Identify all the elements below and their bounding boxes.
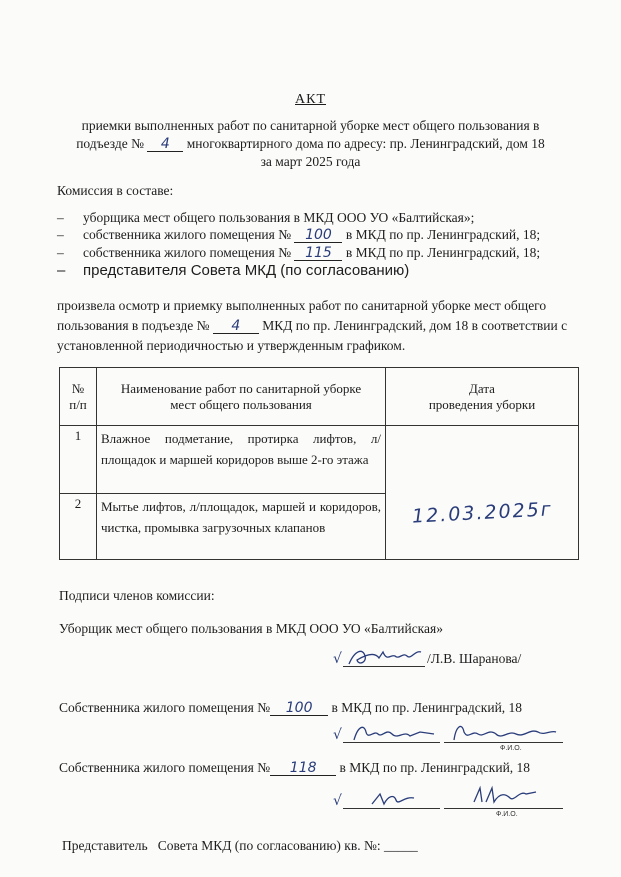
document-title: АКТ xyxy=(295,92,326,107)
body-line-1: произвела осмотр и приемку выполненных работ по санитарной уборке мест общего xyxy=(57,298,547,313)
body-entrance-field: 4 xyxy=(213,319,259,334)
signatures-heading: Подписи членов комиссии: xyxy=(59,588,215,603)
owner-1-apartment-field: 100 xyxy=(270,701,328,716)
owner-2-apartment-field: 118 xyxy=(270,761,336,776)
commission-heading: Комиссия в составе: xyxy=(57,183,174,198)
apartment-number-field-1: 100 xyxy=(294,228,342,243)
commission-member-1: – уборщика мест общего пользования в МКД ООО УО «Балтийская»; xyxy=(57,210,475,225)
owner-2-signature xyxy=(368,788,418,810)
cleaning-date: 12.03.2025г xyxy=(411,497,553,528)
commission-member-2: – собственника жилого помещения № 100 в МКД по пр. Ленинградский, 18; xyxy=(57,227,541,243)
date-cell xyxy=(386,426,579,560)
owner-2-line: Собственника жилого помещения № 118 в МКД по пр. Ленинградский, 18 xyxy=(59,760,531,776)
commission-member-3: – собственника жилого помещения № 115 в МКД по пр. Ленинградский, 18; xyxy=(57,245,541,261)
row-number: 1 xyxy=(60,426,97,494)
body-line-2: пользования в подъезде № 4 МКД по пр. Ленинградский, дом 18 в соответствии с xyxy=(57,318,568,334)
header-date: Дата проведения уборки xyxy=(386,368,579,426)
cleaner-name: /Л.В. Шаранова/ xyxy=(427,651,522,666)
row-number: 2 xyxy=(60,494,97,560)
apartment-number-field-2: 115 xyxy=(294,246,342,261)
row-work: Влажное подметание, протирка лифтов, л/площадок и маршей коридоров выше 2-го этажа xyxy=(97,426,386,494)
check-mark: √ xyxy=(333,727,342,743)
fio-caption: Ф.И.О. xyxy=(496,811,518,818)
table-row xyxy=(60,426,579,494)
owner-1-line: Собственника жилого помещения № 100 в МКД по пр. Ленинградский, 18 xyxy=(59,700,523,716)
header-number: № п/п xyxy=(60,368,97,426)
entrance-number-field: 4 xyxy=(147,137,183,152)
check-mark: √ xyxy=(333,793,342,809)
commission-member-4: – представителя Совета МКД (по согласованию) xyxy=(57,262,410,279)
owner-1-name-handwritten xyxy=(450,720,560,746)
title-period: за март 2025 года xyxy=(260,154,361,169)
title-line-1: приемки выполненных работ по санитарной уборке мест общего пользования в xyxy=(81,118,540,133)
works-table xyxy=(59,367,579,560)
row-work: Мытье лифтов, л/площадок, маршей и коридоров, чистка, промывка загрузочных клапанов xyxy=(97,494,386,560)
check-mark: √ xyxy=(333,651,342,667)
header-work: Наименование работ по санитарной уборке мест общего пользования xyxy=(97,368,386,426)
cleaner-label: Уборщик мест общего пользования в МКД ООО УО «Балтийская» xyxy=(59,621,443,636)
fio-caption: Ф.И.О. xyxy=(500,745,522,752)
owner-2-name-handwritten xyxy=(470,784,540,808)
council-representative-line: Представитель Совета МКД (по согласованию) кв. №: _____ xyxy=(62,838,418,853)
cleaner-signature xyxy=(345,644,425,670)
body-line-3: установленной периодичностью и утвержденным графиком. xyxy=(57,338,406,353)
fio-line xyxy=(444,808,563,809)
owner-1-signature xyxy=(350,722,438,746)
title-line-2: подъезде № 4 многоквартирного дома по адресу: пр. Ленинградский, дом 18 xyxy=(76,136,545,152)
table-header-row xyxy=(60,368,579,426)
